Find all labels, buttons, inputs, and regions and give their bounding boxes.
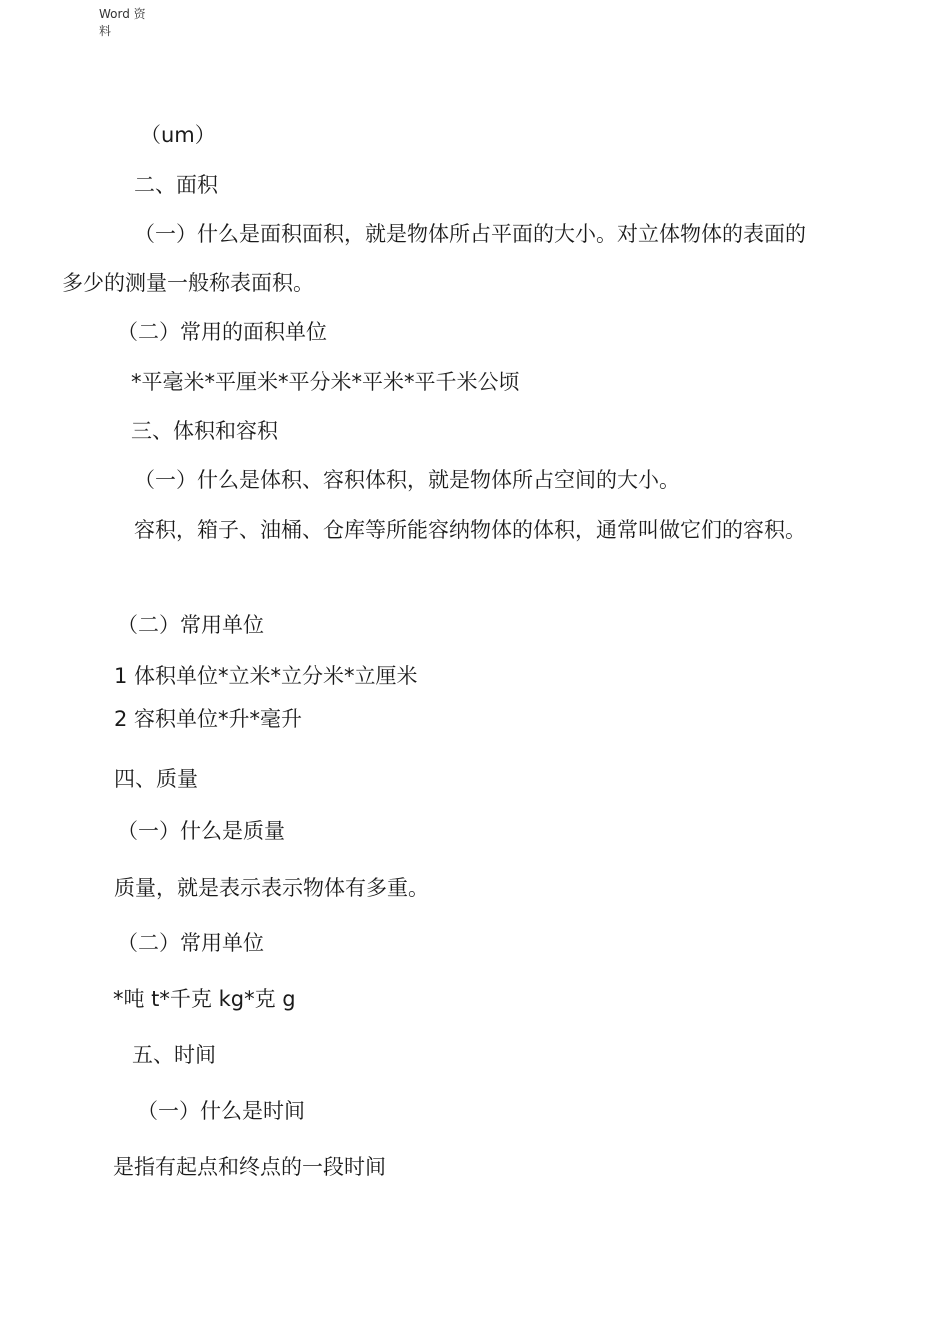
section-heading-area: 二、面积	[134, 173, 218, 197]
unit-note: （um）	[140, 123, 216, 147]
subheading-area-units: （二）常用的面积单位	[117, 320, 327, 344]
paragraph-mass-definition: 质量，就是表示表示物体有多重。	[114, 876, 429, 900]
paragraph-capacity-definition: 容积，箱子、油桶、仓库等所能容纳物体的体积，通常叫做它们的容积。	[134, 518, 806, 542]
paragraph-area-definition: （一）什么是面积面积，就是物体所占平面的大小。对立体物体的表面的	[134, 222, 806, 246]
subheading-time-definition: （一）什么是时间	[137, 1099, 305, 1123]
header-watermark: Word 资料	[99, 7, 146, 38]
section-heading-volume: 三、体积和容积	[131, 419, 278, 443]
mass-units-list: *吨 t*千克 kg*克 g	[113, 987, 296, 1011]
subheading-mass-units: （二）常用单位	[117, 931, 264, 955]
section-heading-time: 五、时间	[132, 1043, 216, 1067]
paragraph-time-definition: 是指有起点和终点的一段时间	[113, 1155, 386, 1179]
subheading-mass-definition: （一）什么是质量	[117, 819, 285, 843]
area-units-list: *平毫米*平厘米*平分米*平米*平千米公顷	[131, 370, 520, 394]
subheading-volume-units: （二）常用单位	[117, 613, 264, 637]
section-heading-mass: 四、质量	[114, 767, 198, 791]
capacity-units-list: 2 容积单位*升*毫升	[114, 707, 303, 731]
paragraph-area-definition-cont: 多少的测量一般称表面积。	[62, 271, 314, 295]
volume-units-list: 1 体积单位*立米*立分米*立厘米	[114, 664, 418, 688]
paragraph-volume-definition: （一）什么是体积、容积体积，就是物体所占空间的大小。	[134, 468, 680, 492]
